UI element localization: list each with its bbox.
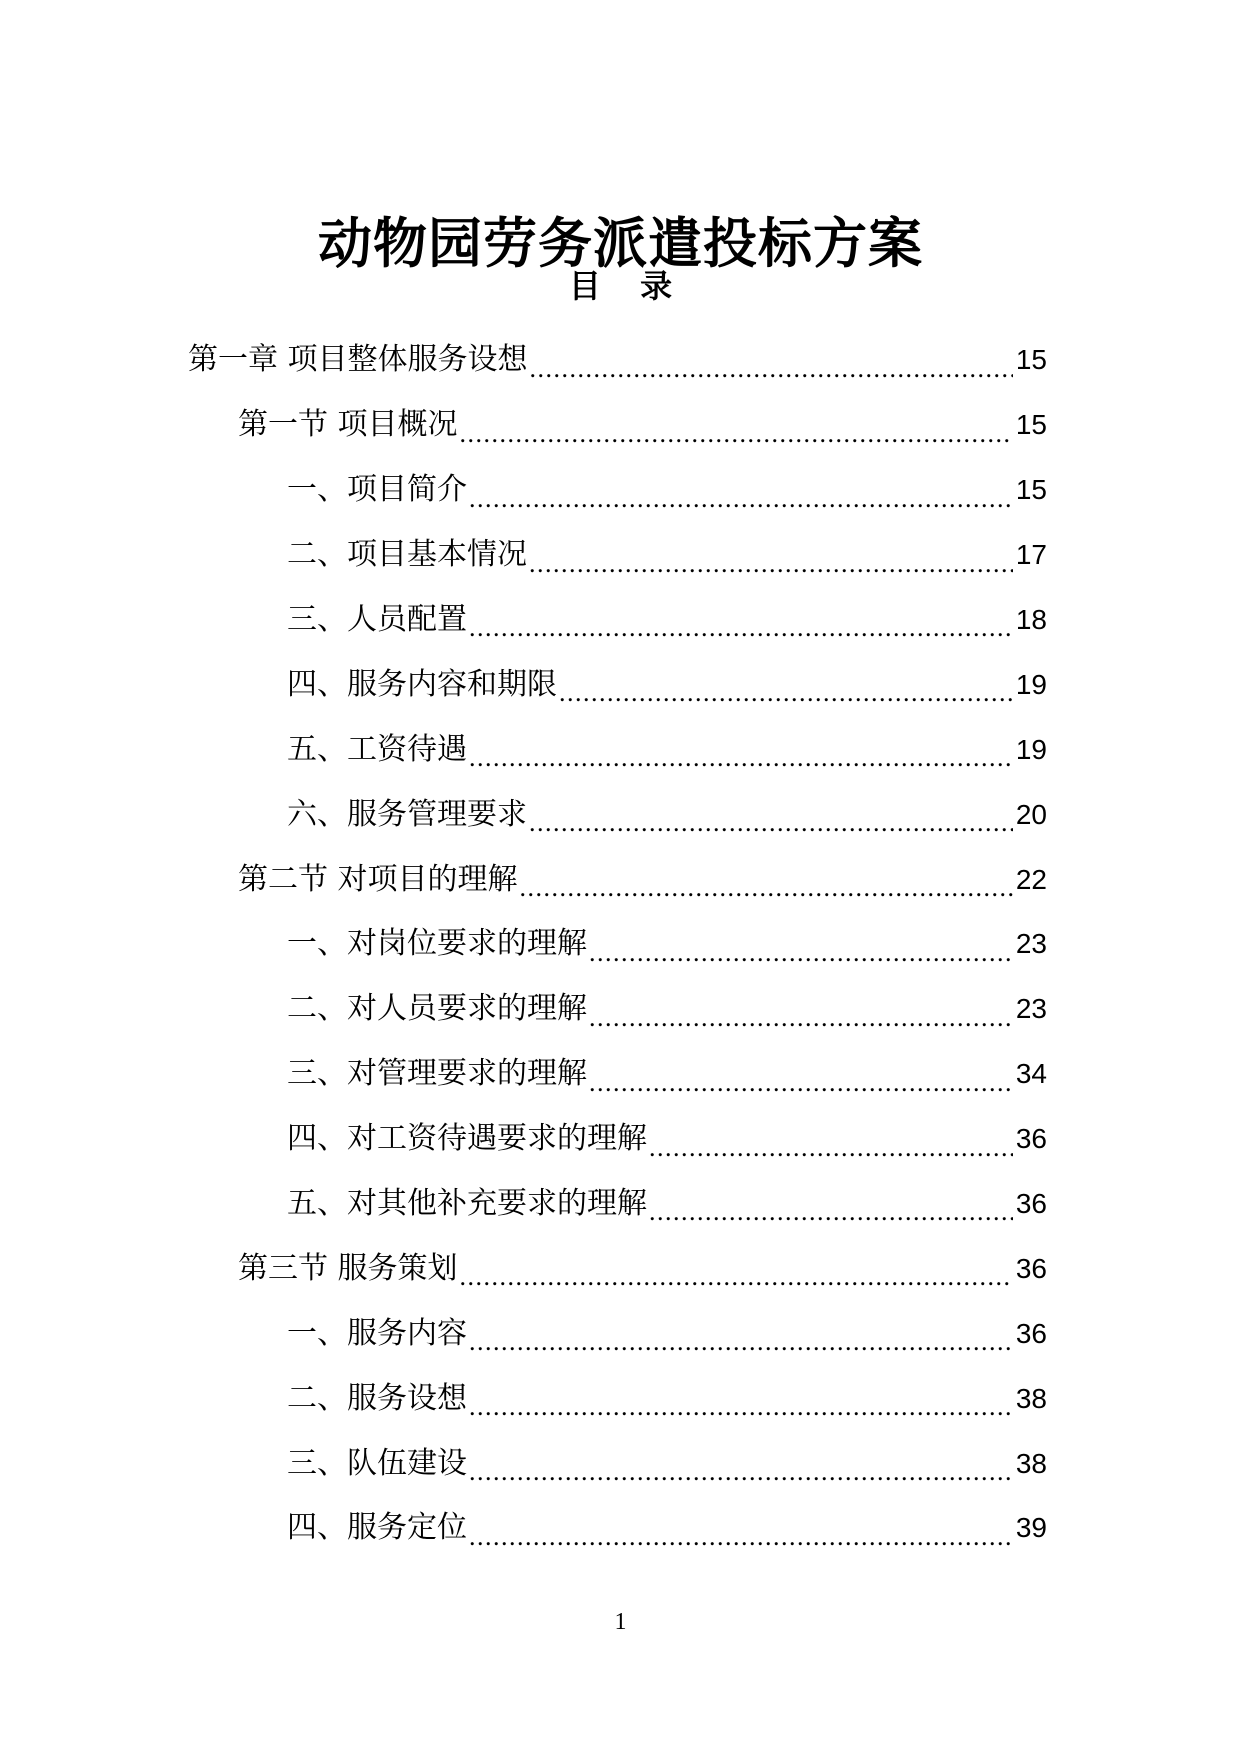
toc-entry-text: 第一章 项目整体服务设想: [188, 342, 528, 378]
toc-entry-text: 三、人员配置: [287, 602, 467, 637]
toc-dot-leader: [589, 998, 1013, 1038]
toc-entry-page: 36: [1015, 1188, 1047, 1220]
toc-entry[interactable]: [0, 1042, 1047, 1107]
toc-entry[interactable]: [0, 458, 1047, 523]
toc-entry-page: 19: [1015, 668, 1047, 700]
toc-entry[interactable]: [0, 1236, 1047, 1301]
toc-dot-leader: [529, 544, 1013, 584]
toc-entry[interactable]: [0, 1366, 1047, 1431]
document-title: 动物园劳务派遣投标方案: [318, 212, 923, 276]
toc-entry[interactable]: [0, 393, 1047, 458]
toc-entry-page: 38: [1015, 1382, 1047, 1414]
toc-entry-page: 18: [1015, 604, 1047, 635]
toc-entry[interactable]: [0, 1172, 1047, 1237]
toc-entry[interactable]: [0, 652, 1047, 717]
page-number: 1: [614, 1609, 627, 1635]
toc-dot-leader: [460, 1257, 1013, 1297]
toc-entry[interactable]: [0, 912, 1047, 977]
toc-entry-page: 19: [1015, 733, 1047, 765]
toc-dot-leader: [530, 349, 1013, 389]
toc-entry-text: 五、工资待遇: [287, 731, 467, 767]
toc-dot-leader: [589, 1063, 1013, 1103]
toc-entry[interactable]: [0, 328, 1047, 393]
toc-dot-leader: [469, 608, 1013, 648]
toc-entry-page: 17: [1015, 539, 1047, 571]
toc-entry-text: 六、服务管理要求: [287, 796, 527, 832]
toc-dot-leader: [469, 479, 1013, 519]
toc-entry-page: 23: [1015, 928, 1047, 960]
toc-dot-leader: [529, 803, 1013, 843]
toc-dot-leader: [649, 1192, 1013, 1232]
toc-entry-page: 15: [1015, 474, 1047, 506]
toc-entry-text: 三、队伍建设: [287, 1445, 467, 1481]
toc-entry-page: 15: [1015, 344, 1047, 376]
toc-entry-page: 34: [1015, 1058, 1047, 1090]
toc-entry-text: 二、对人员要求的理解: [287, 991, 587, 1027]
toc-entry-page: 36: [1015, 1123, 1047, 1155]
table-of-contents: [0, 328, 1241, 1561]
toc-entry[interactable]: [0, 782, 1047, 847]
toc-entry-page: 39: [1015, 1512, 1047, 1544]
toc-entry[interactable]: [0, 1301, 1047, 1366]
toc-dot-leader: [469, 738, 1013, 778]
toc-entry-text: 二、服务设想: [287, 1380, 467, 1416]
toc-dot-leader: [520, 868, 1013, 908]
toc-entry-text: 四、服务定位: [287, 1510, 467, 1546]
toc-entry[interactable]: [0, 523, 1047, 588]
toc-entry[interactable]: [0, 588, 1047, 653]
toc-entry[interactable]: [0, 1496, 1047, 1561]
toc-entry[interactable]: [0, 847, 1047, 912]
toc-entry-text: 一、服务内容: [287, 1315, 467, 1351]
toc-entry-page: 15: [1015, 409, 1047, 441]
toc-dot-leader: [469, 1387, 1013, 1427]
toc-dot-leader: [460, 414, 1013, 454]
toc-entry-text: 三、对管理要求的理解: [287, 1056, 587, 1092]
toc-dot-leader: [559, 673, 1013, 713]
toc-entry[interactable]: [0, 1431, 1047, 1496]
toc-entry-text: 第二节 对项目的理解: [238, 861, 518, 897]
toc-entry-page: 38: [1015, 1447, 1047, 1479]
toc-entry-text: 第一节 项目概况: [238, 407, 458, 443]
toc-entry-text: 四、服务内容和期限: [287, 666, 557, 702]
toc-entry-page: 20: [1015, 798, 1047, 830]
toc-entry-text: 四、对工资待遇要求的理解: [287, 1121, 647, 1157]
toc-entry-text: 二、项目基本情况: [287, 537, 527, 573]
toc-dot-leader: [589, 933, 1013, 973]
toc-entry-page: 22: [1015, 863, 1047, 895]
toc-entry-page: 36: [1015, 1317, 1047, 1349]
toc-entry[interactable]: [0, 717, 1047, 782]
toc-entry-text: 一、项目简介: [287, 472, 467, 508]
toc-entry-text: 一、对岗位要求的理解: [287, 926, 587, 962]
toc-entry-page: 36: [1015, 1252, 1047, 1284]
toc-dot-leader: [469, 1322, 1013, 1362]
toc-dot-leader: [469, 1517, 1013, 1557]
toc-heading: 目 录: [568, 267, 687, 305]
toc-entry-page: 23: [1015, 993, 1047, 1025]
toc-dot-leader: [469, 1452, 1013, 1492]
toc-entry-text: 五、对其他补充要求的理解: [287, 1186, 647, 1222]
toc-entry-text: 第三节 服务策划: [238, 1250, 458, 1286]
toc-dot-leader: [649, 1128, 1013, 1168]
toc-entry[interactable]: [0, 977, 1047, 1042]
toc-entry[interactable]: [0, 1107, 1047, 1172]
